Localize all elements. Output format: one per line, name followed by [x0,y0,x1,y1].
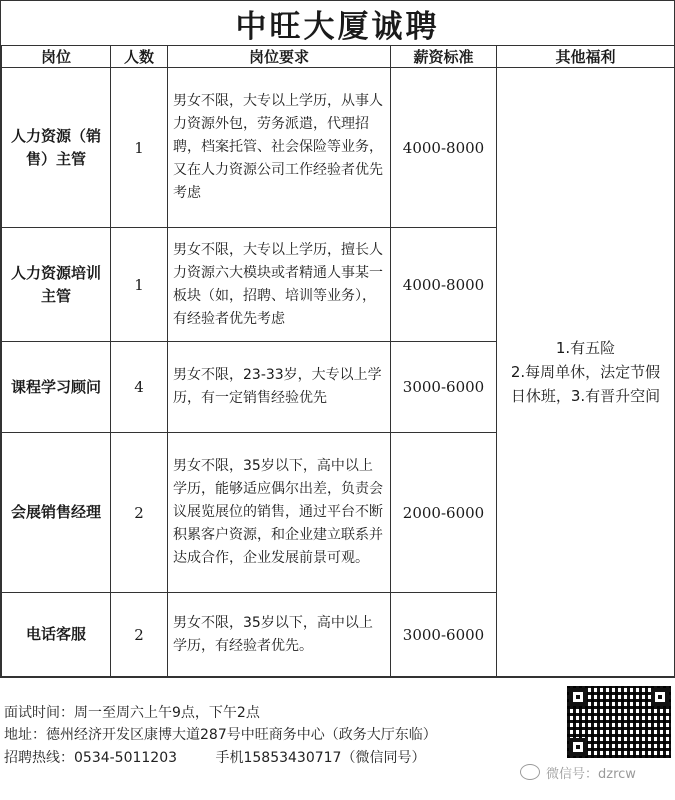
job-position: 人力资源（销售）主管 [2,68,111,228]
header-salary: 薪资标准 [391,46,497,68]
header-requirements: 岗位要求 [168,46,391,68]
qr-code-icon[interactable] [567,686,671,758]
job-requirements: 男女不限，35岁以下，高中以上学历，能够适应偶尔出差，负责会议展览展位的销售，通过平台不断积累客户资源，和企业建立联系并达成合作，企业发展前景可观。 [168,433,391,593]
header-benefits: 其他福利 [497,46,675,68]
job-count: 1 [111,68,168,228]
interview-time: 面试时间：周一至周六上午9点，下午2点 [4,705,260,721]
qr-finder-icon [569,738,587,756]
table-row [2,68,675,228]
wechat-watermark [520,760,670,784]
table-header-row [2,46,675,68]
job-requirements: 男女不限，大专以上学历，擅长人力资源六大模块或者精通人事某一板块（如，招聘、培训等业务），有经验者优先考虑 [168,228,391,342]
qr-finder-icon [569,688,587,706]
job-salary: 3000-6000 [391,593,497,677]
job-requirements: 男女不限，35岁以下，高中以上学历，有经验者优先。 [168,593,391,677]
job-count: 1 [111,228,168,342]
job-salary: 2000-6000 [391,433,497,593]
mobile: 手机15853430717（微信同号） [215,750,426,766]
benefit-line-2: 2.每周单休，法定节假日休班，3.有晋升空间 [510,363,661,405]
jobs-table [1,45,675,677]
job-position: 课程学习顾问 [2,342,111,433]
job-count: 4 [111,342,168,433]
contact-footer [0,678,675,800]
job-requirements: 男女不限，大专以上学历，从事人力资源外包，劳务派遣，代理招聘，档案托管、社会保险等业务，又在人力资源公司工作经验者优先考虑 [168,68,391,228]
benefit-line-1: 1.有五险 [555,339,616,357]
header-position: 岗位 [2,46,111,68]
job-position: 电话客服 [2,593,111,677]
job-salary: 4000-8000 [391,228,497,342]
contact-line [4,747,425,767]
job-position: 会展销售经理 [2,433,111,593]
hotline: 招聘热线：0534-5011203 [4,750,178,766]
job-salary: 4000-8000 [391,68,497,228]
job-count: 2 [111,433,168,593]
wechat-icon [520,764,540,780]
qr-finder-icon [651,688,669,706]
watermark-text: 微信号：dzrcw [546,766,636,782]
header-count: 人数 [111,46,168,68]
address: 地址：德州经济开发区康博大道287号中旺商务中心（政务大厅东临） [4,727,437,743]
benefits-cell [497,68,675,677]
job-position: 人力资源培训主管 [2,228,111,342]
page-title: 中旺大厦诚聘 [1,1,674,46]
job-count: 2 [111,593,168,677]
job-requirements: 男女不限，23-33岁，大专以上学历，有一定销售经验优先 [168,342,391,433]
job-salary: 3000-6000 [391,342,497,433]
